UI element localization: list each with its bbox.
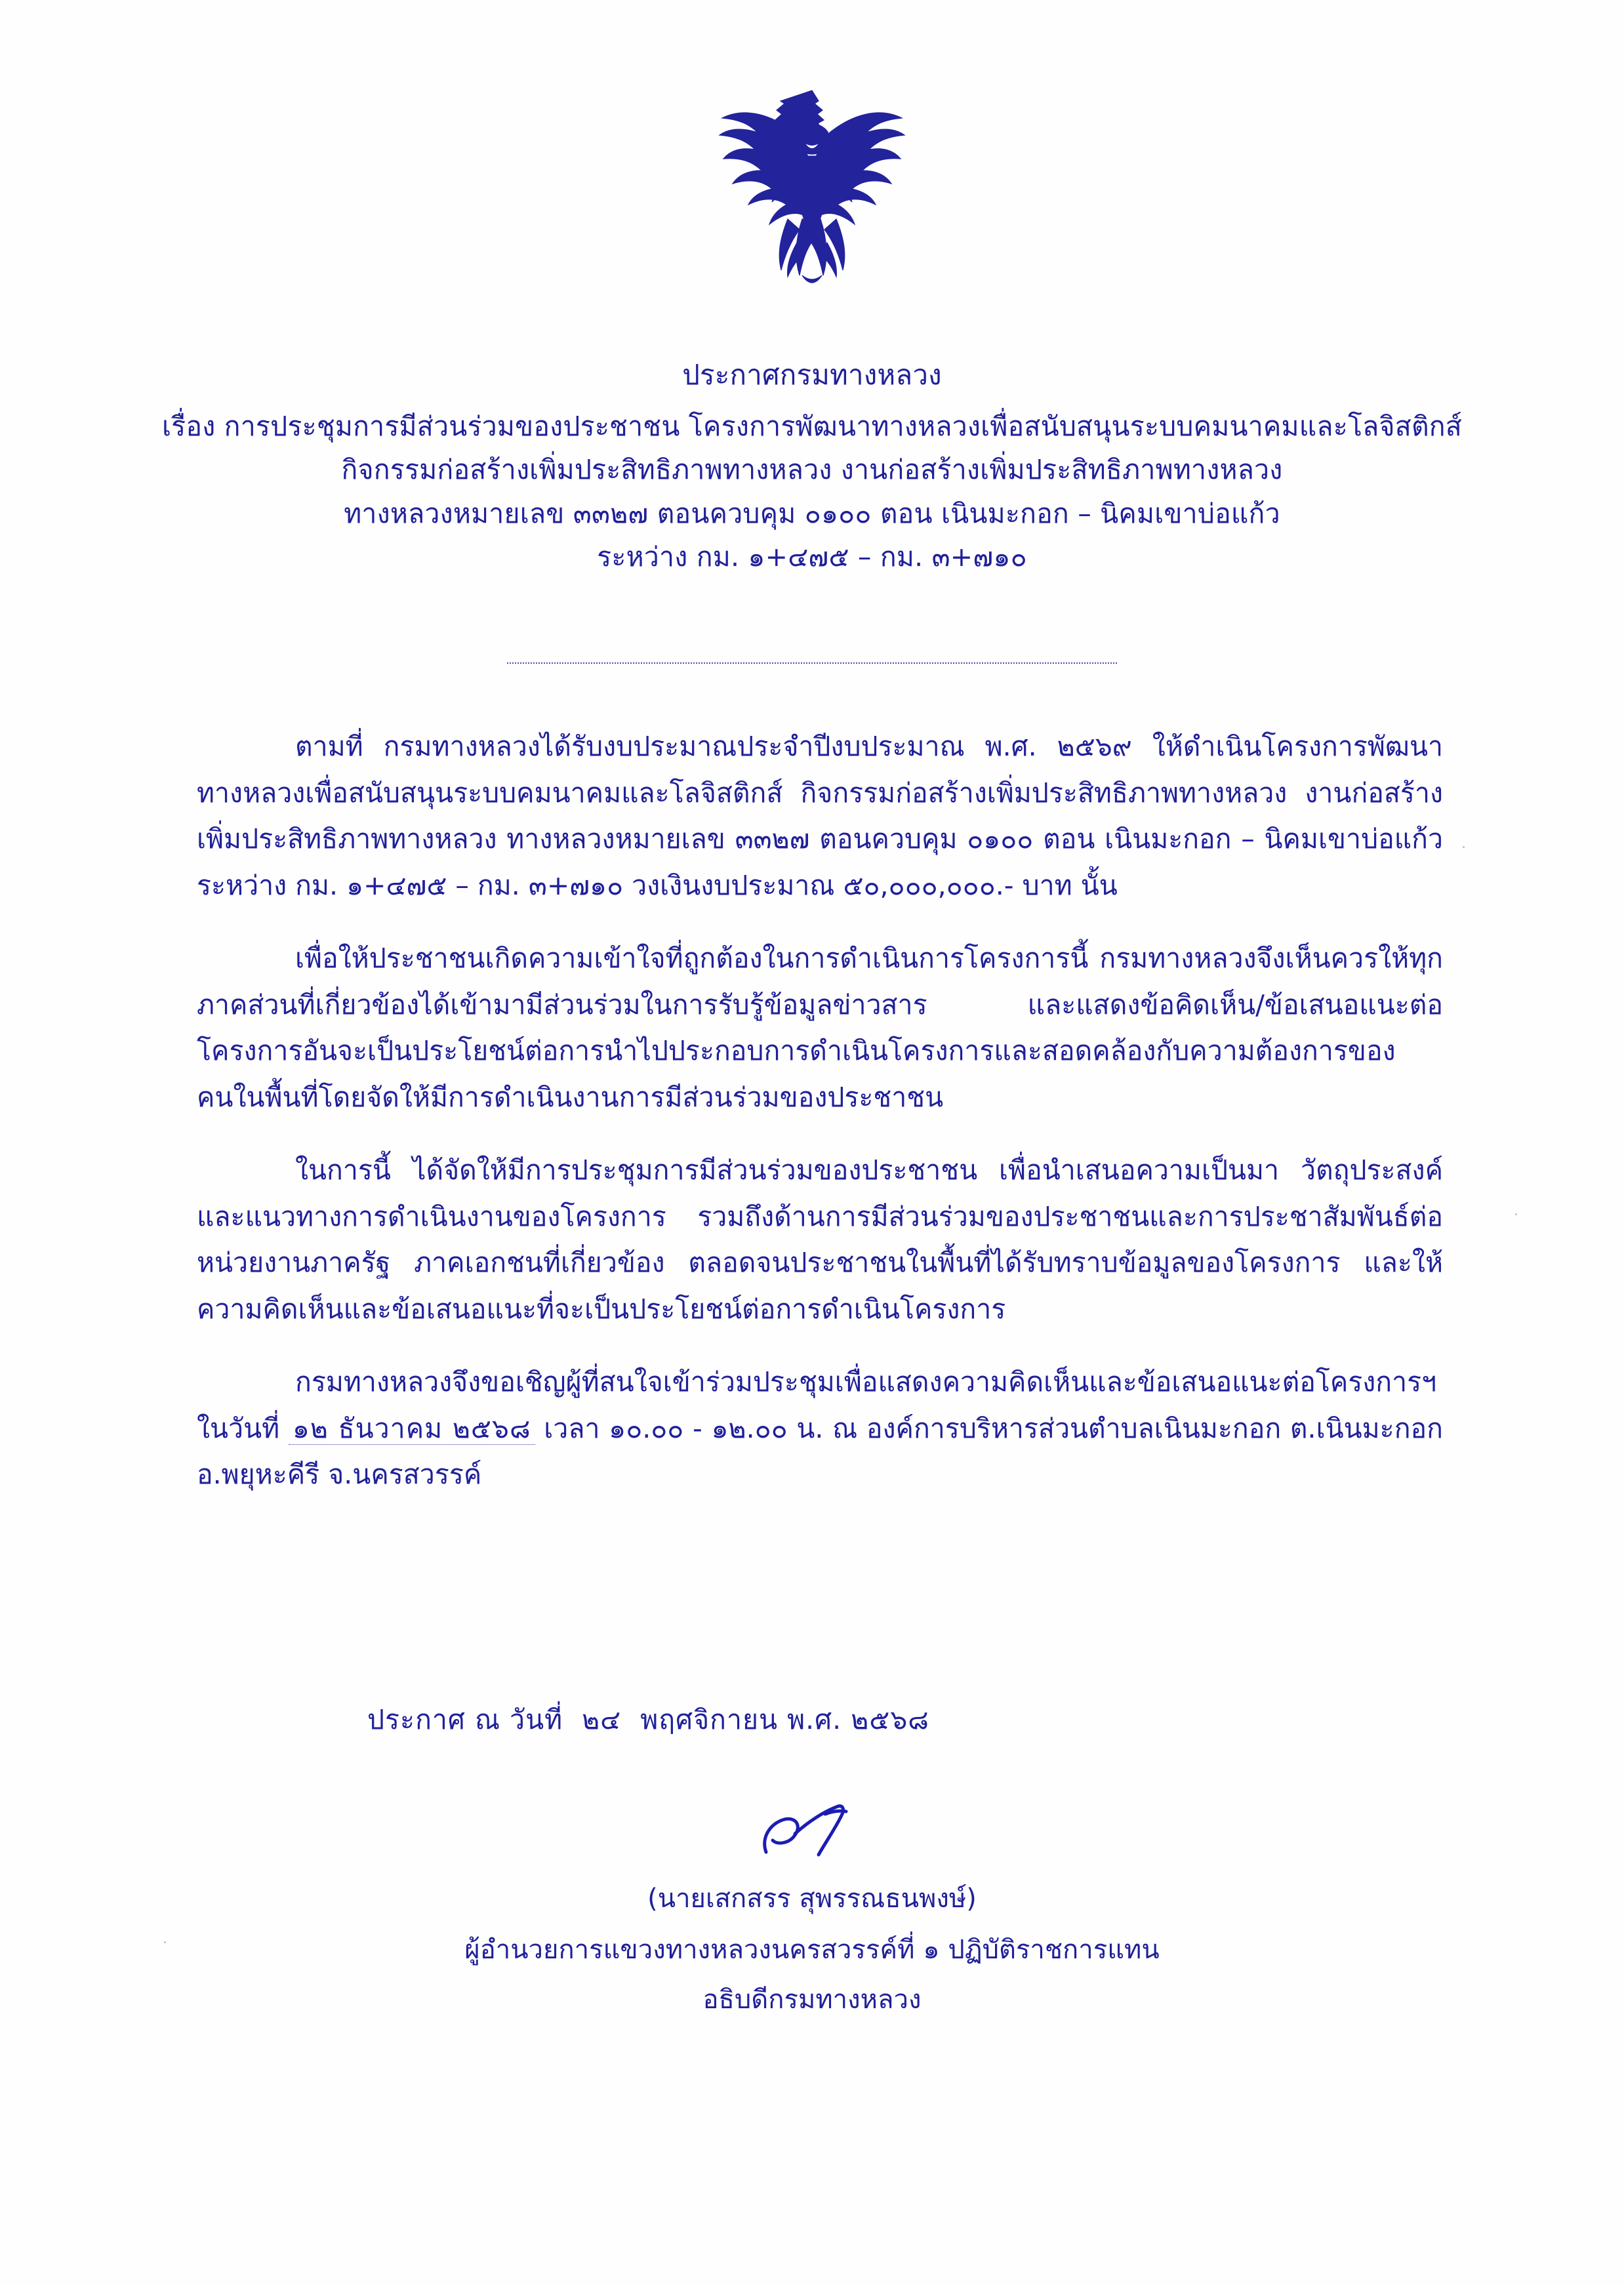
signatory-position-line2-text: อธิบดีกรมทางหลวง xyxy=(702,1985,922,2015)
meeting-time-text: เวลา ๑๐.๐๐ - ๑๒.๐๐ น. ณ องค์การบริหารส่วนตำบลเนินมะกอก xyxy=(544,1412,1282,1444)
signatory-name: (นายเสกสรร สุพรรณธนพงษ์) xyxy=(647,1884,977,1914)
route-line: ทางหลวงหมายเลข ๓๓๒๗ ตอนควบคุม ๐๑๐๐ ตอน เนินมะกอก – นิคมเขาบ่อแก้ว xyxy=(344,497,1280,529)
paragraph-purpose xyxy=(197,935,1443,1120)
activity-line: กิจกรรมก่อสร้างเพิ่มประสิทธิภาพทางหลวง งานก่อสร้างเพิ่มประสิทธิภาพทางหลวง xyxy=(341,454,1283,486)
document-body xyxy=(197,697,1443,1523)
paragraph-1-text: ตามที่ กรมทางหลวงได้รับงบประมาณประจำปีงบประมาณ พ.ศ. ๒๕๖๙ ให้ดำเนินโครงการพัฒนาทางหลวงเพื่อสนับสนุนระบบคมนาคมและโลจิสติกส์ กิจกรรมก่อสร้างเพิ่มประสิทธิภาพทางหลวง งานก่อสร้างเพิ่มประสิทธิภาพทางหลวง ทางหลวงหมายเลข ๓๓๒๗ ตอนควบคุม ๐๑๐๐ ตอน เนินมะกอก – นิคมเขาบ่อแก้ว ระหว่าง กม. ๑+๔๗๕ – กม. ๓+๗๑๐ วงเงินงบประมาณ ๕๐,๐๐๐,๐๐๐.- บาท นั้น xyxy=(197,731,1443,901)
paragraph-meeting-scope xyxy=(197,1147,1443,1332)
announcement-date-year: พ.ศ. ๒๕๖๘ xyxy=(787,1704,929,1735)
signatory-position-line1: ผู้อำนวยการแขวงทางหลวงนครสวรรค์ที่ ๑ ปฏิบัติราชการแทน xyxy=(464,1935,1160,1965)
paragraph-2-text: เพื่อให้ประชาชนเกิดความเข้าใจที่ถูกต้องในการดำเนินการโครงการนี้ กรมทางหลวงจึงเห็นควรให้ทุกภาคส่วนที่เกี่ยวข้องได้เข้ามามีส่วนร่วมในการรับรู้ข้อมูลข่าวสาร และแสดงข้อคิดเห็น/ข้อเสนอแนะต่อโครงการอันจะเป็นประโยชน์ต่อการนำไปประกอบการดำเนินโครงการและสอดคล้องกับความต้องการของคนในพื้นที่โดยจัดให้มีการดำเนินงานการมีส่วนร่วมของประชาชน xyxy=(197,942,1443,1113)
subject-line: เรื่อง การประชุมการมีส่วนร่วมของประชาชน โครงการพัฒนาทางหลวงเพื่อสนับสนุนระบบคมนาคมและโลจิสติกส์ xyxy=(161,411,1463,442)
signature-block xyxy=(0,1797,1624,2020)
divider xyxy=(0,662,1624,664)
document-header xyxy=(0,354,1624,579)
scan-speck xyxy=(1515,1213,1517,1215)
emblem-container xyxy=(0,79,1624,302)
announcement-date-day: ๒๔ xyxy=(582,1704,622,1735)
invite-prefix-text: กรมทางหลวงจึงขอเชิญผู้ที่สนใจเข้าร่วมประชุมเพื่อแสดงความคิดเห็นและข้อเสนอแนะต่อโครงการฯ ในวันที่ xyxy=(197,1366,1437,1444)
page-title: ประกาศกรมทางหลวง xyxy=(682,359,942,391)
announcement-date-prefix: ประกาศ ณ วันที่ xyxy=(367,1704,563,1735)
dotted-rule xyxy=(507,662,1117,664)
signatory-position-line2 xyxy=(0,1978,1624,2020)
meeting-date-field: ๑๒ ธันวาคม ๒๕๖๘ xyxy=(289,1413,535,1445)
announcement-date-month: พฤศจิกายน xyxy=(640,1704,779,1735)
garuda-emblem xyxy=(704,79,920,302)
handwritten-signature-icon xyxy=(727,1797,897,1876)
meeting-place-text: ต.เนินมะกอก อ.พยุหะคีรี จ.นครสวรรค์ xyxy=(197,1412,1443,1491)
scan-speck xyxy=(1463,846,1465,848)
paragraph-3-text: ในการนี้ ได้จัดให้มีการประชุมการมีส่วนร่วมของประชาชน เพื่อนำเสนอความเป็นมา วัตถุประสงค์ และแนวทางการดำเนินงานของโครงการ รวมถึงด้านการมีส่วนร่วมของประชาชนและการประชาสัมพันธ์ต่อหน่วยงานภาครัฐ ภาคเอกชนที่เกี่ยวข้อง ตลอดจนประชาชนในพื้นที่ได้รับทราบข้อมูลของโครงการ และให้ความคิดเห็นและข้อเสนอแนะที่จะเป็นประโยชน์ต่อการดำเนินโครงการ xyxy=(197,1154,1443,1325)
paragraph-background xyxy=(197,723,1443,908)
signature-mark-container xyxy=(0,1797,1624,1876)
announcement-date-line xyxy=(367,1699,929,1741)
paragraph-invitation xyxy=(197,1359,1443,1498)
scan-speck xyxy=(164,1941,166,1943)
km-range-line: ระหว่าง กม. ๑+๔๗๕ – กม. ๓+๗๑๐ xyxy=(597,541,1027,573)
